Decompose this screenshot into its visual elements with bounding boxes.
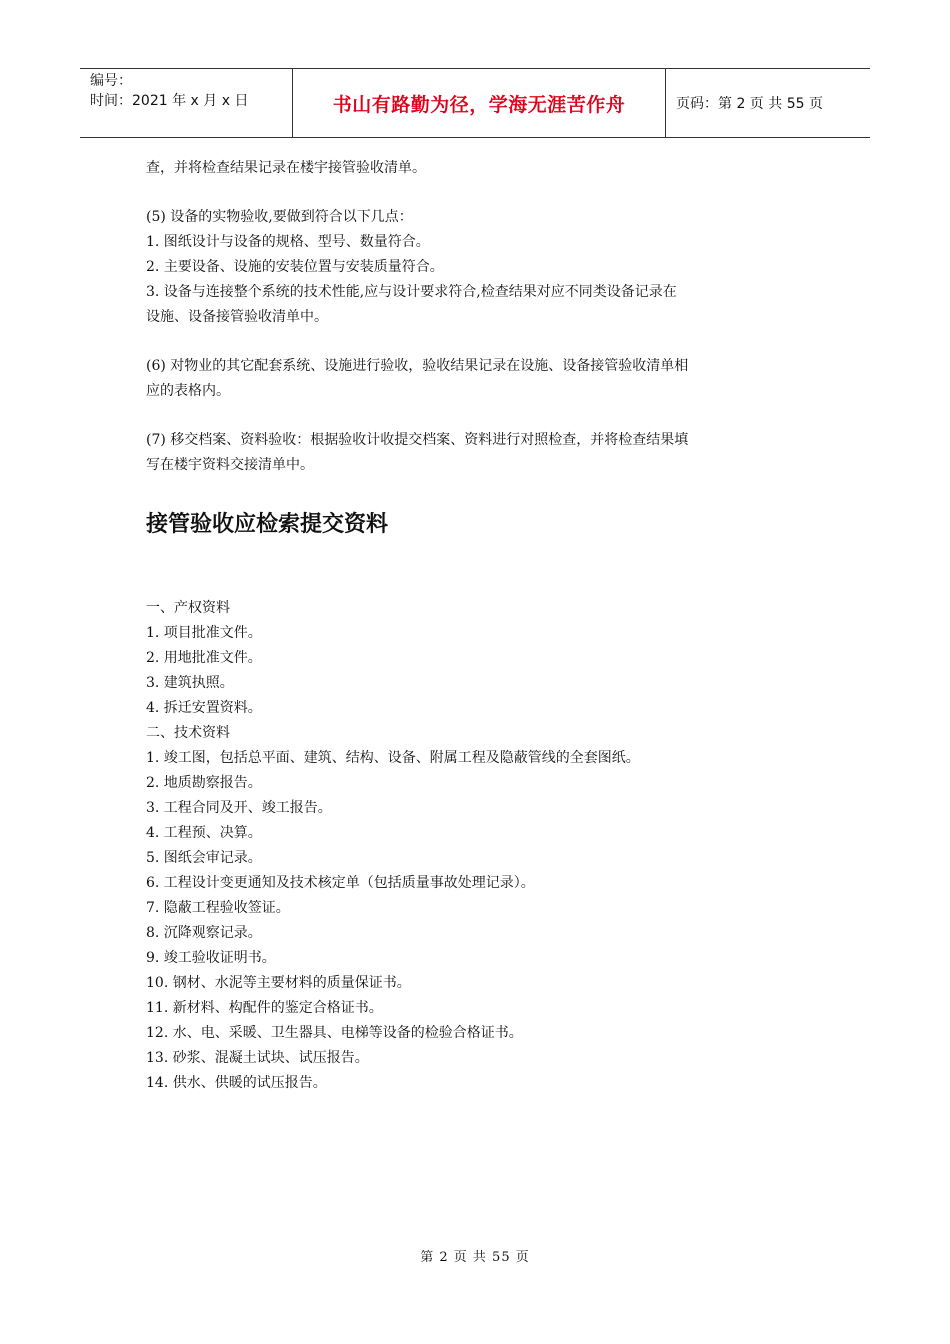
paragraph-line: 写在楼宇资料交接清单中。 [146,457,314,473]
list-item: 2. 地质勘察报告。 [146,775,262,791]
list-item: 7. 隐蔽工程验收签证。 [146,900,290,916]
header-page-info: 页码：第 2 页 共 55 页 [676,96,823,112]
list-item: 10. 钢材、水泥等主要材料的质量保证书。 [146,975,411,991]
header-meta [80,69,293,137]
page-footer: 第 2 页 共 55 页 [420,1250,530,1265]
section-list [146,596,806,1096]
paragraph-line: 应的表格内。 [146,383,230,399]
number-label: 编号： [90,73,132,89]
list-item: 9. 竣工验收证明书。 [146,950,276,966]
list-item: 设施、设备接管验收清单中。 [146,309,328,325]
list-item: 一、产权资料 [146,600,230,616]
list-item: 1. 图纸设计与设备的规格、型号、数量符合。 [146,234,430,250]
list-item: 3. 建筑执照。 [146,675,234,691]
paragraph: 查，并将检查结果记录在楼宇接管验收清单。 [146,160,426,176]
list-item: 5. 图纸会审记录。 [146,850,262,866]
paragraph-line: (7) 移交档案、资料验收：根据验收计收提交档案、资料进行对照检查，并将检查结果填 [146,432,689,448]
list-item: 13. 砂浆、混凝土试块、试压报告。 [146,1050,369,1066]
list-item: 3. 工程合同及开、竣工报告。 [146,800,332,816]
list-item: 4. 工程预、决算。 [146,825,262,841]
list-item: 8. 沉降观察记录。 [146,925,262,941]
page-header [80,68,870,138]
list-item: 14. 供水、供暖的试压报告。 [146,1075,327,1091]
list-item: 二、技术资料 [146,725,230,741]
list-item: 3. 设备与连接整个系统的技术性能,应与设计要求符合,检查结果对应不同类设备记录在 [146,284,677,300]
list-item: 6. 工程设计变更通知及技术核定单（包括质量事故处理记录）。 [146,875,535,891]
list-item: 2. 用地批准文件。 [146,650,262,666]
list-item: 4. 拆迁安置资料。 [146,700,262,716]
time-label: 时间：2021 年 x 月 x 日 [90,93,249,109]
list-item: 2. 主要设备、设施的安装位置与安装质量符合。 [146,259,444,275]
section-heading: 接管验收应检索提交资料 [146,512,389,537]
paragraph-title: (5) 设备的实物验收,要做到符合以下几点： [146,209,413,225]
list-item: 1. 项目批准文件。 [146,625,262,641]
document-body [146,156,806,1096]
list-item: 1. 竣工图，包括总平面、建筑、结构、设备、附属工程及隐蔽管线的全套图纸。 [146,750,640,766]
list-item: 12. 水、电、采暖、卫生器具、电梯等设备的检验合格证书。 [146,1025,523,1041]
header-motto: 书山有路勤为径，学海无涯苦作舟 [293,69,666,137]
paragraph-line: (6) 对物业的其它配套系统、设施进行验收，验收结果记录在设施、设备接管验收清单相 [146,358,689,374]
list-item: 11. 新材料、构配件的鉴定合格证书。 [146,1000,383,1016]
